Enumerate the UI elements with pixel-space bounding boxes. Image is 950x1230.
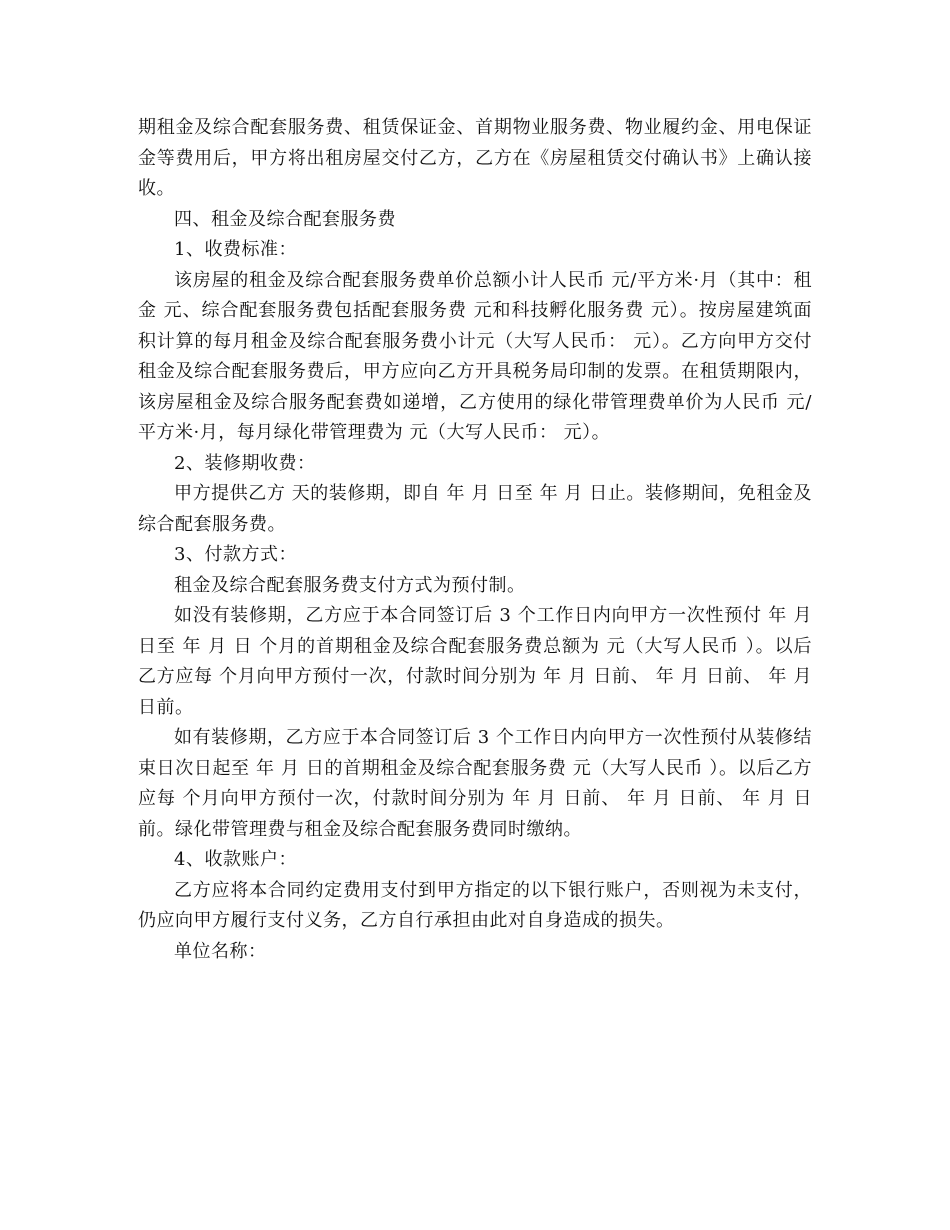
document-body — [138, 113, 812, 967]
paragraph-renovation-fee: 甲方提供乙方 天的装修期，即自 年 月 日至 年 月 日止。装修期间，免租金及综合配套服务费。 — [138, 483, 812, 535]
paragraph-prepayment: 租金及综合配套服务费支付方式为预付制。 — [174, 574, 526, 596]
paragraph-no-renovation: 如没有装修期，乙方应于本合同签订后 3 个工作日内向甲方一次性预付 年 月 日至 年 月 日 个月的首期租金及综合配套服务费总额为 元（大写人民币 ）。以后乙方应每 个月向甲方预付一次，付款时间分别为 年 月 日前、 年 月 日前、 年 月 日前。 — [138, 605, 812, 718]
section-heading-rent: 四、租金及综合配套服务费 — [174, 208, 396, 230]
subheading-payment-method: 3、付款方式： — [174, 544, 297, 565]
label-unit-name: 单位名称： — [174, 940, 267, 962]
subheading-receiving-account: 4、收款账户： — [174, 849, 297, 870]
paragraph-fee-standard: 该房屋的租金及综合配套服务费单价总额小计人民币 元/平方米·月（其中：租金 元、综合配套服务费包括配套服务费 元和科技孵化服务费 元）。按房屋建筑面积计算的每月租金及综合配套服务费小计元（大写人民币： 元）。乙方向甲方交付租金及综合配套服务费后，甲方应向乙方开具税务局印制的发票。在租赁期限内，该房屋租金及综合服务配套费如递增，乙方使用的绿化带管理费单价为人民币 元/平方米·月，每月绿化带管理费为 元（大写人民币： 元）。 — [138, 269, 812, 443]
subheading-renovation-fee: 2、装修期收费： — [174, 452, 316, 474]
paragraph-with-renovation: 如有装修期，乙方应于本合同签订后 3 个工作日内向甲方一次性预付从装修结束日次日起至 年 月 日的首期租金及综合配套服务费 元（大写人民币 ）。以后乙方应每 个月向甲方预付一次，付款时间分别为 年 月 日前、 年 月 日前、 年 月 日前。绿化带管理费与租金及综合配套服务费同时缴纳。 — [138, 727, 812, 840]
paragraph-receiving-account: 乙方应将本合同约定费用支付到甲方指定的以下银行账户，否则视为未支付，仍应向甲方履行支付义务，乙方自行承担由此对自身造成的损失。 — [138, 879, 812, 931]
paragraph-continuation: 期租金及综合配套服务费、租赁保证金、首期物业服务费、物业履约金、用电保证金等费用后，甲方将出租房屋交付乙方，乙方在《房屋租赁交付确认书》上确认接收。 — [138, 117, 812, 199]
subheading-fee-standard: 1、收费标准： — [174, 239, 297, 260]
